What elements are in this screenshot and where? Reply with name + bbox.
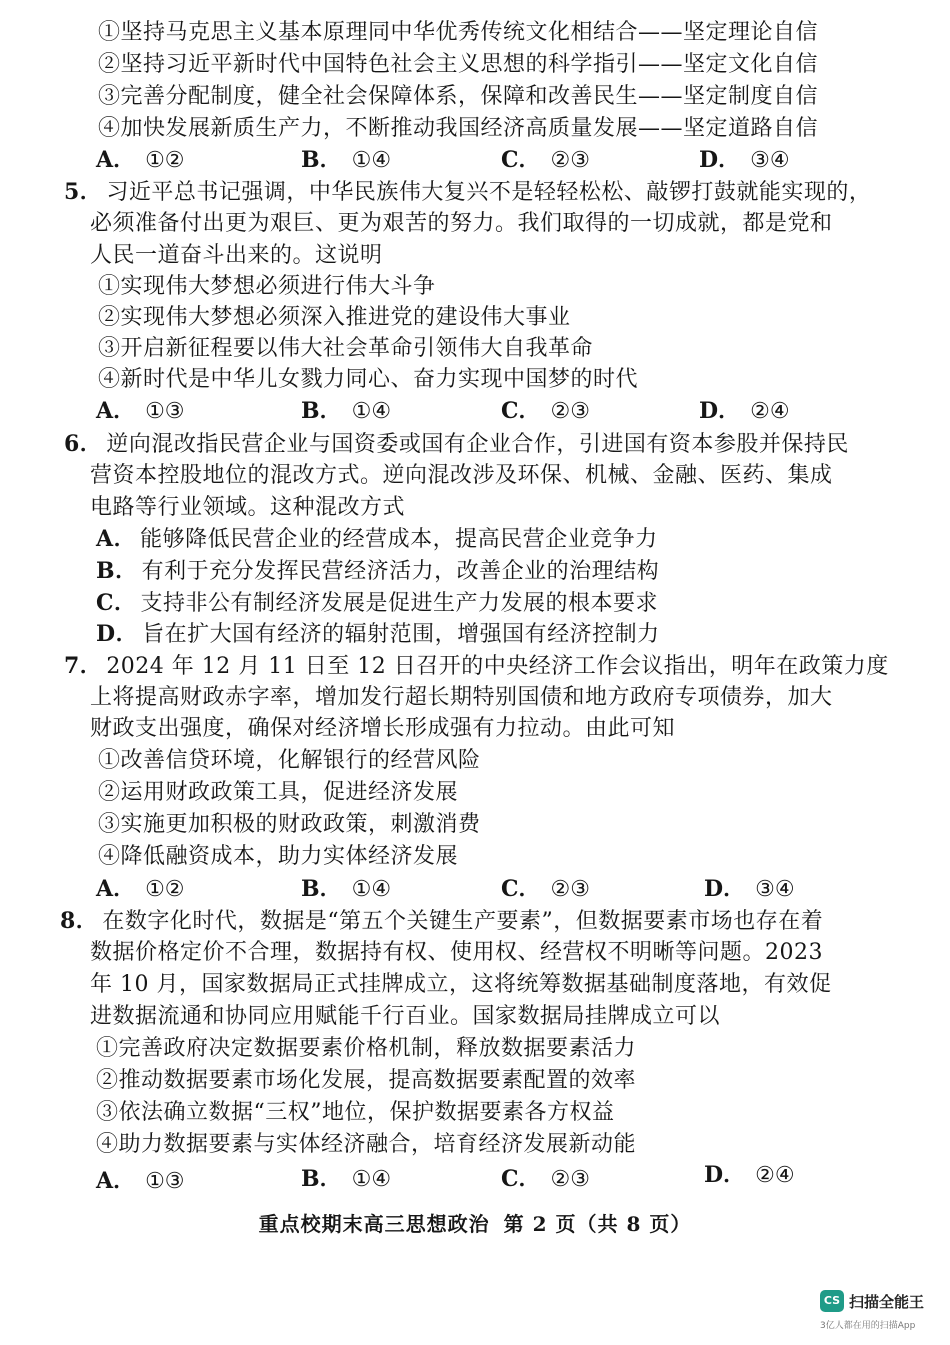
q5-item-4: ④新时代是中华儿女戮力同心、奋力实现中国梦的时代	[98, 367, 639, 392]
q7-stem-line-3: 财政支出强度，确保对经济增长形成强有力拉动。由此可知	[90, 716, 676, 741]
option-c: C． ②③	[501, 876, 590, 902]
q7-stem-line-1: 7． 2024 年 12 月 11 日至 12 日召开的中央经济工作会议指出，明年在政策力度	[64, 653, 889, 679]
q6-number: 6．	[64, 431, 103, 457]
scanner-app-name: 扫描全能王	[849, 1293, 925, 1311]
q5-item-3: ③开启新征程要以伟大社会革命引领伟大自我革命	[98, 336, 594, 361]
camscanner-logo-icon: CS	[820, 1290, 844, 1312]
q7-item-3: ③实施更加积极的财政政策，刺激消费	[98, 812, 481, 837]
q5-item-1: ①实现伟大梦想必须进行伟大斗争	[98, 274, 436, 299]
footer-exam-title: 重点校期末高三思想政治	[258, 1212, 490, 1236]
top-item-3: ③完善分配制度，健全社会保障体系，保障和改善民生——坚定制度自信	[98, 84, 819, 109]
top-options	[96, 145, 816, 175]
q8-options	[96, 1164, 816, 1194]
q8-item-4: ④助力数据要素与实体经济融合，培育经济发展新动能	[96, 1132, 637, 1157]
page-footer	[0, 1208, 950, 1237]
q7-item-2: ②运用财政政策工具，促进经济发展	[98, 780, 459, 805]
option-c: C． ②③	[501, 147, 590, 173]
option-d: D． ③④	[699, 147, 790, 173]
option-c: C． ②③	[501, 1166, 590, 1192]
q5-number: 5．	[64, 179, 103, 205]
q8-number: 8．	[60, 908, 99, 934]
q8-stem-line-1: 8． 在数字化时代，数据是“第五个关键生产要素”，但数据要素市场也存在着	[60, 908, 824, 934]
q8-item-2: ②推动数据要素市场化发展，提高数据要素配置的效率	[96, 1068, 637, 1093]
option-b: B． ①④	[301, 876, 392, 902]
option-a: A． ①③	[96, 398, 185, 424]
q6-choice-b: B． 有利于充分发挥民营经济活力，改善企业的治理结构	[96, 558, 660, 584]
scanner-tagline: 3亿人都在用的扫描App	[820, 1321, 916, 1331]
option-a: A． ①②	[96, 147, 185, 173]
option-b: B． ①④	[301, 398, 392, 424]
footer-page-number: 第 2 页（共 8 页）	[503, 1212, 692, 1236]
option-a: A． ①②	[96, 876, 185, 902]
q8-item-3: ③依法确立数据“三权”地位，保护数据要素各方权益	[96, 1100, 615, 1125]
q7-item-4: ④降低融资成本，助力实体经济发展	[98, 844, 459, 869]
q5-stem-line-3: 人民一道奋斗出来的。这说明	[90, 243, 383, 268]
q6-choice-c: C． 支持非公有制经济发展是促进生产力发展的根本要求	[96, 590, 659, 616]
q6-choice-d: D． 旨在扩大国有经济的辐射范围，增强国有经济控制力	[96, 621, 660, 647]
q6-stem-line-2: 营资本控股地位的混改方式。逆向混改涉及环保、机械、金融、医药、集成	[90, 463, 833, 488]
q8-stem-line-4: 进数据流通和协同应用赋能千行百业。国家数据局挂牌成立可以	[90, 1004, 721, 1029]
q6-stem-line-1: 6． 逆向混改指民营企业与国资委或国有企业合作，引进国有资本参股并保持民	[64, 431, 849, 457]
q7-stem-line-2: 上将提高财政赤字率，增加发行超长期特别国债和地方政府专项债券，加大	[90, 685, 833, 710]
q6-choice-a: A． 能够降低民营企业的经营成本，提高民营企业竞争力	[96, 526, 658, 552]
q6-stem-line-3: 电路等行业领域。这种混改方式	[90, 495, 406, 520]
q5-options	[96, 396, 816, 426]
q7-options	[96, 874, 816, 904]
q5-stem-line-2: 必须准备付出更为艰巨、更为艰苦的努力。我们取得的一切成就，都是党和	[90, 211, 833, 236]
scanner-watermark	[820, 1290, 945, 1340]
q8-stem-line-2: 数据价格定价不合理，数据持有权、使用权、经营权不明晰等问题。2023	[90, 940, 823, 965]
q8-stem-line-3: 年 10 月，国家数据局正式挂牌成立，这将统筹数据基础制度落地，有效促	[90, 972, 832, 997]
q8-item-1: ①完善政府决定数据要素价格机制，释放数据要素活力	[96, 1036, 637, 1061]
q7-number: 7．	[64, 653, 103, 679]
q5-item-2: ②实现伟大梦想必须深入推进党的建设伟大事业	[98, 305, 571, 330]
option-d: D． ②④	[704, 1162, 795, 1188]
q7-item-1: ①改善信贷环境，化解银行的经营风险	[98, 748, 481, 773]
option-d: D． ②④	[699, 398, 790, 424]
top-item-4: ④加快发展新质生产力，不断推动我国经济高质量发展——坚定道路自信	[98, 116, 819, 141]
option-b: B． ①④	[301, 147, 392, 173]
option-a: A． ①③	[96, 1168, 185, 1194]
option-b: B． ①④	[301, 1166, 392, 1192]
option-c: C． ②③	[501, 398, 590, 424]
q5-stem-line-1: 5． 习近平总书记强调，中华民族伟大复兴不是轻轻松松、敲锣打鼓就能实现的，	[64, 179, 872, 205]
top-item-2: ②坚持习近平新时代中国特色社会主义思想的科学指引——坚定文化自信	[98, 52, 819, 77]
top-item-1: ①坚持马克思主义基本原理同中华优秀传统文化相结合——坚定理论自信	[98, 20, 819, 45]
option-d: D． ③④	[704, 876, 795, 902]
